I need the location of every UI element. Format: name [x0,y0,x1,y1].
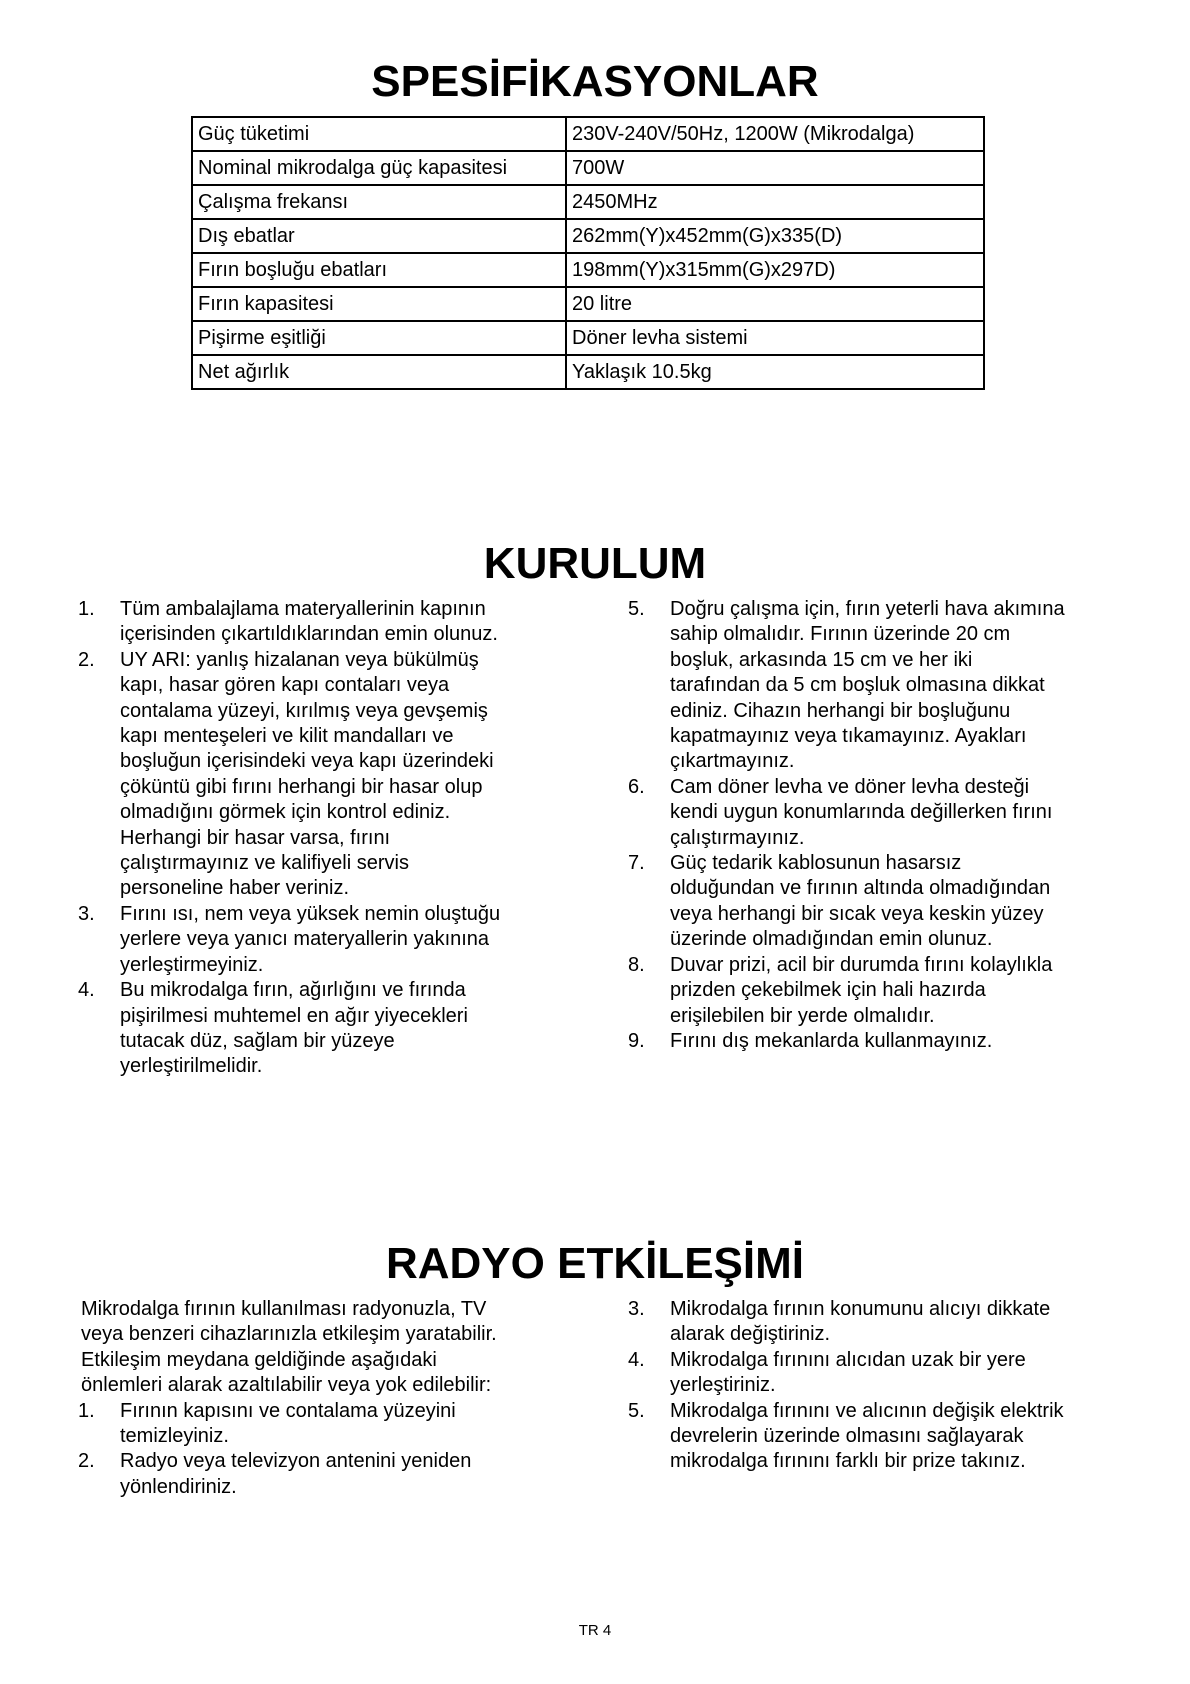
spec-label: Nominal mikrodalga güç kapasitesi [192,151,566,185]
item-text-line: üzerinde olmadığından emin olunuz. [670,928,993,951]
spec-row [192,185,984,219]
installation-title: KURULUM [483,539,707,588]
spec-value: Döner levha sistemi [566,321,984,355]
item-text-line: Fırının kapısını ve contalama yüzeyini [120,1399,456,1422]
radio-list-left [78,1399,497,1501]
item-text-line: Herhangi bir hasar varsa, fırını [120,826,391,849]
spec-row [192,355,984,389]
spec-label: Net ağırlık [192,355,566,389]
item-text-line: Doğru çalışma için, fırın yeterli hava akımına [670,598,1065,620]
item-text-line: Fırını ısı, nem veya yüksek nemin oluştuğu [120,902,501,925]
item-text-line: çalıştırmayınız ve kalifiyeli servis [120,852,409,875]
item-number: 5. [628,598,645,620]
item-text-line: olmadığını görmek için kontrol ediniz. [120,801,451,824]
item-text-line: pişirilmesi muhtemel en ağır yiyecekleri [120,1004,468,1027]
item-number: 9. [628,1029,645,1052]
item-number: 7. [628,852,645,875]
spec-label: Dış ebatlar [192,219,566,253]
installation-list-right [628,597,1065,1054]
item-number: 4. [78,979,95,1002]
spec-label: Pişirme eşitliği [192,321,566,355]
spec-value: 230V-240V/50Hz, 1200W (Mikrodalga) [566,117,984,151]
item-text-line: çöküntü gibi fırını herhangi bir hasar olup [120,775,483,798]
item-text-line: Cam döner levha ve döner levha desteği [670,775,1030,798]
item-text-line: temizleyiniz. [120,1425,229,1448]
item-text-line: boşluğun içerisindeki veya kapı üzerindeki [120,750,494,773]
intro-text-line: veya benzeri cihazlarınızla etkileşim yaratabilir. [81,1323,497,1346]
spec-row [192,151,984,185]
item-text-line: çıkartmayınız. [670,750,795,773]
item-text-line: Bu mikrodalga fırın, ağırlığını ve fırında [120,979,466,1002]
list-item [628,775,1065,851]
list-item [628,1348,1064,1399]
item-text-line: içerisinden çıkartıldıklarından emin olunuz. [120,623,498,646]
item-text-line: ediniz. Cihazın herhangi bir boşluğunu [670,699,1011,722]
spec-value: 262mm(Y)x452mm(G)x335(D) [566,219,984,253]
item-text-line: yerleştiriniz. [670,1374,776,1397]
spec-value: 198mm(Y)x315mm(G)x297D) [566,253,984,287]
list-item [78,648,500,902]
spec-label: Çalışma frekansı [192,185,566,219]
spec-label: Fırın boşluğu ebatları [192,253,566,287]
list-item [628,953,1065,1029]
item-text-line: devrelerin üzerinde olmasını sağlayarak [670,1425,1024,1448]
item-text-line: UY ARI: yanlış hizalanan veya bükülmüş [120,648,479,671]
item-text-line: Duvar prizi, acil bir durumda fırını kolaylıkla [670,953,1053,976]
list-item [78,597,500,648]
radio-left-column [78,1297,497,1500]
item-text-line: çalıştırmayınız. [670,826,805,849]
list-item [628,851,1065,953]
item-number: 1. [78,1399,95,1422]
spec-value: Yaklaşık 10.5kg [566,355,984,389]
spec-row [192,219,984,253]
item-text-line: boşluk, arkasında 15 cm ve her iki [670,648,973,671]
item-number: 3. [78,902,95,925]
list-item [628,1029,1065,1054]
item-text-line: yerlere veya yanıcı materyallerin yakınına [120,928,490,951]
spec-label: Fırın kapasitesi [192,287,566,321]
item-number: 2. [78,1450,95,1473]
item-text-line: olduğundan ve fırının altında olmadığından [670,877,1051,900]
spec-label: Güç tüketimi [192,117,566,151]
item-text-line: yerleştirilmelidir. [120,1055,263,1078]
radio-intro-paragraph [81,1297,497,1399]
item-text-line: sahip olmalıdır. Fırının üzerinde 20 cm [670,623,1011,646]
list-item [78,1399,497,1450]
item-text-line: Mikrodalga fırınını alıcıdan uzak bir yere [670,1348,1026,1371]
item-text-line: Mikrodalga fırınını ve alıcının değişik elektrik [670,1399,1064,1422]
list-item [628,1399,1064,1475]
intro-text-line: önlemleri alarak azaltılabilir veya yok edilebilir: [81,1374,492,1397]
item-text-line: contalama yüzeyi, kırılmış veya gevşemiş [120,699,488,722]
item-text-line: Fırını dış mekanlarda kullanmayınız. [670,1029,993,1052]
list-item [78,1449,497,1500]
radio-title: RADYO ETKİLEŞİMİ [385,1239,805,1288]
spec-row [192,321,984,355]
item-text-line: Tüm ambalajlama materyallerinin kapının [120,598,486,620]
item-text-line: kapı menteşeleri ve kilit mandalları ve [120,725,454,748]
intro-text-line: Mikrodalga fırının kullanılması radyonuzla, TV [81,1298,487,1320]
item-number: 5. [628,1399,645,1422]
item-text-line: yönlendiriniz. [120,1475,237,1498]
page-number: TR 4 [578,1622,612,1639]
intro-text-line: Etkileşim meydana geldiğinde aşağıdaki [81,1348,437,1371]
list-item [628,1297,1064,1348]
spec-value: 2450MHz [566,185,984,219]
spec-value: 20 litre [566,287,984,321]
item-text-line: erişilebilen bir yerde olmalıdır. [670,1004,935,1027]
item-text-line: kapatmayınız veya tıkamayınız. Ayakları [670,725,1027,748]
item-text-line: personeline haber veriniz. [120,877,350,900]
item-text-line: tutacak düz, sağlam bir yüzeye [120,1029,395,1052]
specs-table [191,116,985,390]
spec-row [192,117,984,151]
item-number: 3. [628,1298,645,1320]
list-item [78,902,500,978]
item-number: 8. [628,953,645,976]
item-text-line: veya herhangi bir sıcak veya keskin yüzey [670,902,1044,925]
item-text-line: Radyo veya televizyon antenini yeniden [120,1450,472,1473]
item-text-line: mikrodalga fırınını farklı bir prize takınız. [670,1450,1026,1473]
item-text-line: Mikrodalga fırının konumunu alıcıyı dikkate [670,1298,1051,1320]
item-number: 6. [628,775,645,798]
item-number: 4. [628,1348,645,1371]
item-text-line: Güç tedarik kablosunun hasarsız [670,852,962,875]
item-number: 1. [78,598,95,620]
spec-row [192,253,984,287]
item-text-line: alarak değiştiriniz. [670,1323,831,1346]
item-text-line: yerleştirmeyiniz. [120,953,264,976]
spec-row [192,287,984,321]
spec-value: 700W [566,151,984,185]
item-text-line: tarafından da 5 cm boşluk olmasına dikkat [670,674,1045,697]
list-item [628,597,1065,775]
installation-list-left [78,597,500,1080]
list-item [78,978,500,1080]
radio-list-right [628,1297,1064,1475]
item-text-line: kendi uygun konumlarında değillerken fırını [670,801,1053,824]
item-text-line: kapı, hasar gören kapı contaları veya [120,674,450,697]
specs-title: SPESİFİKASYONLAR [371,57,819,106]
item-number: 2. [78,648,95,671]
item-text-line: prizden çekebilmek için hali hazırda [670,979,986,1002]
